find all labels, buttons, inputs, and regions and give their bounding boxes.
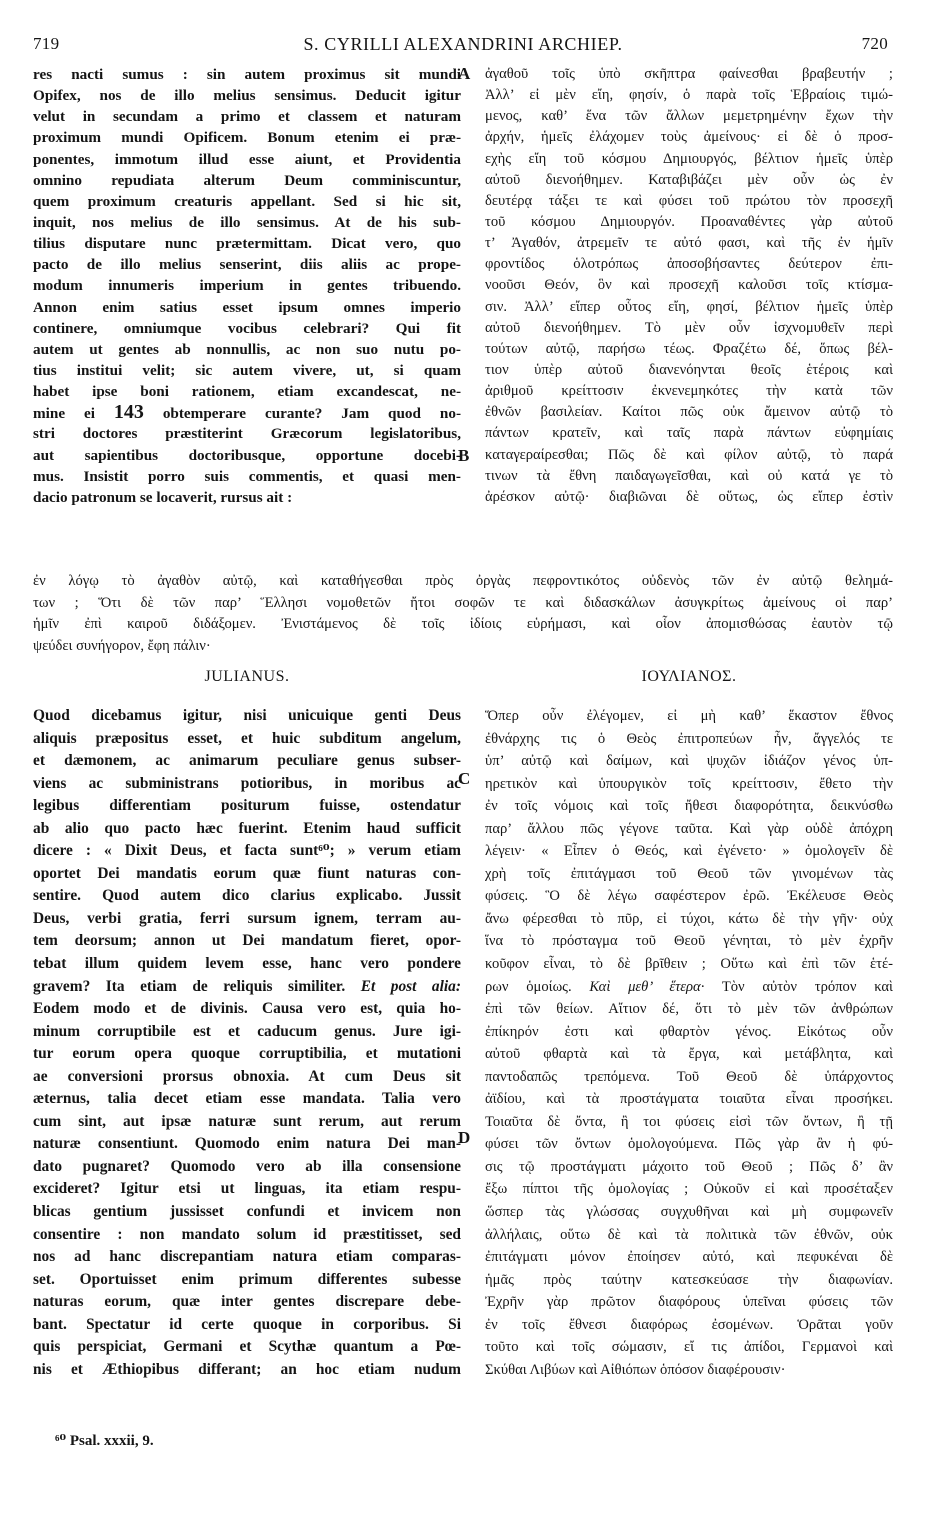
text-line: ἐπίκηρόν ἐστι καὶ φθαρτὸν γένος. Εἰκότως οὖν [485, 1023, 893, 1040]
text-line: ἡμῖν ἐπὶ καιροῦ διδάξομεν. Ἐνιστάμενος δὲ τοῖς ἰδίοις εὑρήμασι, καὶ οἷον ἀπομισθώσας ἑαυτὸν τῷ [33, 616, 893, 632]
text-line: quis perspiciat, Germani et Scythæ quantum a Pœ- [33, 1338, 461, 1356]
margin-letter-a: A [458, 64, 471, 83]
text-fragment: obtemperare curante? Jam quod no- [162, 405, 461, 423]
right-page-number: 720 [861, 34, 888, 53]
text-line: σιν. Ἀλλ’ εἴπερ οὗτος εἴη, φησί, βέλτιον ἡμεῖς ὑπὲρ [485, 298, 893, 315]
latin-column-bottom [33, 705, 461, 1381]
text-fragment: gravem? Ita etiam de reliquis similiter. [33, 977, 346, 995]
text-line: legibus differentiam positurum fuisse, ostendatur [33, 797, 461, 815]
text-fragment: ρων ὁμοίως. [485, 978, 572, 995]
text-line: set. Oportuisset enim primum differentes subesse [33, 1270, 461, 1288]
text-line: τούτων αὐτῷ, παρήσω τέως. Φραζέτω δέ, ὅπως βέλ- [485, 340, 893, 357]
text-line: παρ’ ἄλλου πῶς γέγονε ταῦτα. Καὶ γὰρ οὐδὲ ἀπόχρη [485, 820, 893, 837]
greek-column-top [485, 64, 893, 508]
text-line: Annon enim satius esset ipsum omnes imperio [33, 298, 461, 316]
text-line: τινων τὰ ἔθνη παιδαγωγεῖσθαι, καὶ οὐ κατά γε τὸ [485, 467, 893, 484]
text-line: naturas eorum, quæ inter gentes discrepare debe- [33, 1293, 461, 1311]
text-line: Ἐχρῆν γὰρ πρῶτον διαφόρους ὑπεῖναι φύσεις τῶν [485, 1294, 893, 1311]
footnote: ⁶⁰ Psal. xxxii, 9. [55, 1433, 154, 1449]
text-line: φύσει τῶν ὄντων ὁμολογούμενα. Πῶς γὰρ ἂν ἡ φύ- [485, 1136, 893, 1153]
text-line: ab alio quo pacto hæc fuerint. Etenim haud sufficit [33, 819, 461, 837]
italic-phrase: Et post alia: [360, 977, 461, 995]
text-line: tebat illum quidem levem esse, hanc vero pondere [33, 955, 461, 973]
text-line: omnino repudiata alterum Deum comminiscuntur, [33, 171, 461, 189]
text-line: τοῦ κόσμου Δημιουργόν. Προαναθέντες γὰρ αὐτοῦ [485, 213, 893, 230]
text-line: habet ipse boni rationem, etiam excandescat, ne- [33, 383, 461, 401]
text-line: τιον ὑπὲρ αὐτοῦ διανενόηνται θεοῖς ἑτέροις καὶ [485, 361, 893, 378]
text-line: εχὴς εἴη τοῦ κόσμου Δημιουργός, βέλτιον ἡμεῖς ὑπὲρ [485, 150, 893, 167]
text-line: ὑπ’ αὐτῷ καὶ δαίμων, καὶ ψυχῶν ἰδιάζον γένος ὑπ- [485, 753, 893, 770]
text-line: κοῦφον εἶναι, τὸ δὲ βρῖθειν ; Οὕτω καὶ ἐπὶ τῶν ἑτέ- [485, 956, 893, 973]
text-line: των ; Ὅτι δὲ τῶν παρ’ Ἕλλησι νομοθετῶν ἤτοι σοφῶν τε καὶ διδασκάλων ἀσυγκρίτως ἀμείνους οἱ παρ’ [33, 594, 893, 611]
text-line: Opifex, nos de illo melius sensimus. Deducit igitur [33, 87, 461, 105]
text-line: modum innumeris imperium in gentes tribuendo. [33, 277, 461, 295]
text-line: dacio patronum se locaverit, rursus ait : [33, 488, 293, 506]
text-line: excideret? Igitur etsi ut linguas, ita etiam respu- [33, 1180, 461, 1198]
text-line-with-italic [33, 976, 461, 999]
text-line: ponentes, immotum illud esse aiunt, et Providentia [33, 150, 461, 168]
text-line: æternus, talia decet etiam esse mandata. Talia vero [33, 1090, 461, 1108]
text-line: et dæmonem, ac animarum peculiare genus subser- [33, 752, 461, 770]
greek-column-bottom [485, 705, 893, 1381]
running-title: S. CYRILLI ALEXANDRINI ARCHIEP. [303, 34, 623, 54]
text-line: ἐπὶ τῶν θείων. Αἴτιον δέ, ὅτι τὸ μὲν τῶν ἀνθρώπων [485, 1001, 893, 1018]
text-line: νοοῦσι Θεόν, ὃν καὶ προσεχῆ καλοῦσι τοῖς κτίσμα- [485, 277, 893, 294]
text-line: viens ac subministrans potioribus, in moribus ac [33, 774, 461, 792]
text-line: Σκύθαι Λιβύων καὶ Αἰθιόπων ὁπόσον διαφέρουσιν· [485, 1361, 786, 1378]
text-line: blicas gentium jussisset confundi et invicem non [33, 1203, 461, 1221]
text-line: aut sapientibus doctoribusque, opportune docebi- [33, 446, 461, 464]
greek-full-width-passage [33, 571, 893, 657]
section-heading-greek: ΙΟΥΛΙΑΝΟΣ. [641, 668, 737, 685]
margin-letter-c: C [458, 769, 471, 788]
text-line-with-italic [485, 976, 893, 999]
text-line: Ὅπερ οὖν ἐλέγομεν, εἰ μὴ καθ’ ἕκαστον ἔθνος [485, 708, 893, 724]
text-line: cum sint, aut ipsæ naturæ sunt rerum, aut rerum [33, 1112, 461, 1130]
text-line: velut in secundam a primo et classem et naturam [33, 108, 461, 126]
text-line: χρὴ τοῖς ἐπιτάγμασι τοῦ Θεοῦ τῶν γινομένων τὰς [485, 865, 893, 882]
text-line: καταγεραίρεσθαι; Πῶς δὲ καὶ φίλον αὐτῷ, τὸ παρά [485, 446, 893, 463]
text-line: continere, omniumque vocibus celebrari? Qui fit [33, 319, 461, 337]
text-line: Quod dicebamus igitur, nisi unicuique genti Deus [33, 707, 461, 724]
text-fragment: mine ei [33, 405, 95, 423]
column-number: 143 [113, 402, 144, 424]
text-line: sentire. Quod autem dico clarius explicabo. Jussit [33, 887, 461, 905]
text-line: nis et Æthiopibus differant; an hoc etiam nudum [33, 1360, 461, 1378]
margin-letter-b: B [458, 446, 470, 465]
text-line: δευτέρᾳ τάξει τε καὶ φύσει τοῦ πρώτου τὸν προσεχῆ [485, 192, 893, 209]
text-line: ψεύδει συνήγορον, ἔφη πάλιν· [33, 637, 211, 654]
text-line: παντοδαπῶς τρεπόμενα. Τοῦ Θεοῦ δὲ ὑπάρχοντος [485, 1068, 893, 1085]
text-line: tius institui velit; sic autem vivere, ut, si quam [33, 361, 461, 379]
text-line: Τοιαῦτα δὲ ὄντα, ἢ τοι φύσεις εἰσὶ τῶν ὄντων, ἢ τῇ [485, 1113, 893, 1130]
text-line: ἀριθμοῦ κρείττοσιν ἐκνενεμηκότες τὴν κατὰ τῶν [485, 383, 893, 400]
text-line: quem proximum creaturis appellant. Sed si hic sit, [33, 192, 461, 210]
text-line: τ’ Ἀγαθόν, ἀτρεμεῖν τε αὐτό φασι, καὶ τῆς ἐν ἡμῖν [485, 235, 893, 252]
text-line: ἀρχήν, ἡμεῖς ἐλάχομεν τοὺς ἀμείνους· εἰ δὲ ὁ προσ- [485, 129, 893, 146]
text-line: ἐπιτάγματι μόνον ἐποίησεν αὐτό, καὶ πεφυκέναι δὲ [485, 1249, 893, 1266]
text-line: ἐθνάρχης τις ὁ Θεὸς ἐπιτροπεύων ἦν, ἄγγελός τε [485, 730, 893, 747]
text-line: nos ad hanc discrepantiam natura etiam comparas- [33, 1248, 461, 1266]
text-line: ἐν λόγῳ τὸ ἀγαθὸν αὐτῷ, καὶ καταθήγεσθαι πρὸς ὀργὰς πεφροντικότος οὐδενὸς τῶν ἐν αὐτῷ θελημά- [33, 573, 893, 589]
italic-phrase: Καὶ μεθ’ ἕτερα· [589, 978, 705, 995]
text-line: ἐθνῶν βασιλείαν. Καίτοι πῶς οὐκ ἄμεινον αὐτῷ τὸ [485, 404, 893, 421]
text-line: ὥσπερ τὰς γλώσσας συγχυθῆναι καὶ μὴ συμφωνεῖν [485, 1204, 893, 1221]
text-line: μενος, καθ’ ἕνα τῶν ἄλλων μεμετρημένην ἔχων τὴν [485, 108, 893, 125]
text-line: inquit, nos melius de illo sensimus. At de his sub- [33, 213, 461, 231]
text-line: ἀρέσκον αὐτῷ· διαβιῶναι δὲ οὕτως, ὡς εἴπερ ἐστὶν [485, 488, 893, 505]
text-line: φροντίδος ὁλοτρόπως ἀποσοβήσαντες δεύτερον ἐπι- [485, 256, 893, 273]
text-line: ἡμᾶς πρὸς ταύτην κατεσκεύασε τὴν διαφωνίαν. [485, 1271, 893, 1288]
text-line: tem deorsum; annon ut Dei mandatum fieret, opor- [33, 932, 461, 950]
section-heading-latin: JULIANUS. [204, 668, 290, 685]
text-line: stri doctores præstiterint Græcorum legislatoribus, [33, 425, 461, 443]
text-line: αὐτοῦ διενοήθημεν. Τὸ μὲν οὖν ἰσχνομυθεῖν περὶ [485, 319, 893, 336]
text-line: ἵνα τὸ πρόσταγμα τοῦ Θεοῦ γένηται, τὸ μὲν ἐχρῆν [485, 933, 893, 950]
text-line: tur eorum opera quoque corruptibilia, et mutationi [33, 1045, 461, 1063]
text-line: ae conversioni prorsus obnoxia. At cum Deus sit [33, 1067, 461, 1085]
text-line: τοῦτο καὶ τοῖς σώμασιν, εἴ τις ἀπίδοι, Γερμανοὶ καὶ [485, 1339, 893, 1356]
text-line: ἔξω πίπτοι τῆς ὁμολογίας ; Οὐκοῦν εἰ καὶ προσέταξεν [485, 1181, 893, 1198]
text-line-with-column-number [33, 402, 461, 423]
text-line: Ἀλλ’ εἰ μὲν εἴη, φησίν, ὁ παρὰ τοῖς Ἑβραίοις τιμώ- [485, 87, 893, 104]
text-line: ηρετικὸν καὶ ὑπουργικὸν τοῖς κρείττοσιν, ἔθετο τὴν [485, 775, 893, 792]
text-line: ἀγαθοῦ τοῖς ὑπὸ σκῆπτρα φαίνεσθαι βραβευτήν ; [485, 66, 893, 82]
text-line: ἐν τοῖς νόμοις καὶ τοῖς ἤθεσι διαφορότητα, δεικνύσθω [485, 798, 893, 815]
margin-letter-d: D [458, 1128, 471, 1147]
text-line: mus. Insistit porro suis commentis, et quasi men- [33, 467, 461, 485]
text-line: consentire : non mandato solum id præstitisset, sed [33, 1225, 461, 1243]
text-line: ἀϊδίου, καὶ τὰ προστάγματα τοιαῦτα εἶναι προσήκει. [485, 1091, 893, 1108]
text-line: πάντων κρατεῖν, καὶ ταῖς παρὰ πάντων εὐφημίαις [485, 425, 893, 442]
text-line: Deus, verbi gratia, ferri sursum ignem, terram au- [33, 909, 461, 927]
text-line: naturæ consentiunt. Quomodo enim natura Dei man- [33, 1135, 461, 1153]
text-line: ἐν τοῖς ἔθνεσι διαφόρως ἐσομένων. Ὁρᾶται γοῦν [485, 1316, 893, 1333]
text-line: ἀλλήλαις, οὕτω δὲ καὶ τὰ πολιτικὰ τῶν ἐθνῶν, οὐκ [485, 1226, 893, 1243]
text-line: φύσεις. Ὃ δὲ λέγω σαφέστερον ἐρῶ. Ἐκέλευσε Θεὸς [485, 888, 893, 905]
text-line: aliquis præpositus esset, et huic subditum angelum, [33, 729, 461, 747]
text-fragment: Τὸν αὐτὸν τρόπον καὶ [721, 978, 893, 995]
text-line: autem ut gentes ab nonnullis, ac non suo nutu po- [33, 340, 461, 358]
text-line: dicere : « Dixit Deus, et facta sunt⁶⁰; » verum etiam [33, 842, 461, 860]
text-line: αὐτοῦ φθαρτὰ καὶ τὰ ἔργα, καὶ μετάβλητα, καὶ [485, 1046, 893, 1063]
text-line: λέγειν· « Εἶπεν ὁ Θεός, καὶ ἐγένετο· » ὁμολογεῖν δὲ [485, 843, 893, 860]
text-line: minum corruptibile est et caducum genus. Jure igi- [33, 1022, 461, 1040]
left-page-number: 719 [33, 34, 60, 53]
text-line: ἄνω φέρεσθαι τὸ πῦρ, εἰ τύχοι, κάτω δὲ τὴν γῆν· οὐχ [485, 910, 893, 927]
text-line: Eodem modo et de divinis. Causa vero est, quia ho- [33, 1000, 461, 1018]
text-line: bant. Spectatur id certe quoque in corporibus. Si [33, 1315, 461, 1333]
text-line: pacto de illo melius senserint, diis aliis ac prope- [33, 256, 461, 274]
text-line: dato pugnaret? Quomodo vero ab illa consensione [33, 1157, 461, 1175]
text-line: oportet Dei mandatis eorum quæ fiunt naturas con- [33, 864, 461, 882]
text-line: res nacti sumus : sin autem proximus sit mundi [33, 66, 461, 83]
text-line: proximum mundi Opificem. Bonum etenim ei præ- [33, 129, 461, 147]
text-line: σις τῷ προστάγματι μάχοιτο τοῦ Θεοῦ ; Πῶς δ’ ἂν [485, 1158, 893, 1175]
text-line: tilius disputare nunc prætermittam. Dicat vero, quo [33, 235, 461, 253]
latin-column-top [33, 64, 461, 508]
text-line: αὐτοῦ διενοήθημεν. Καταβιβάζει μὲν οὖν ὡς ἐν [485, 171, 893, 188]
